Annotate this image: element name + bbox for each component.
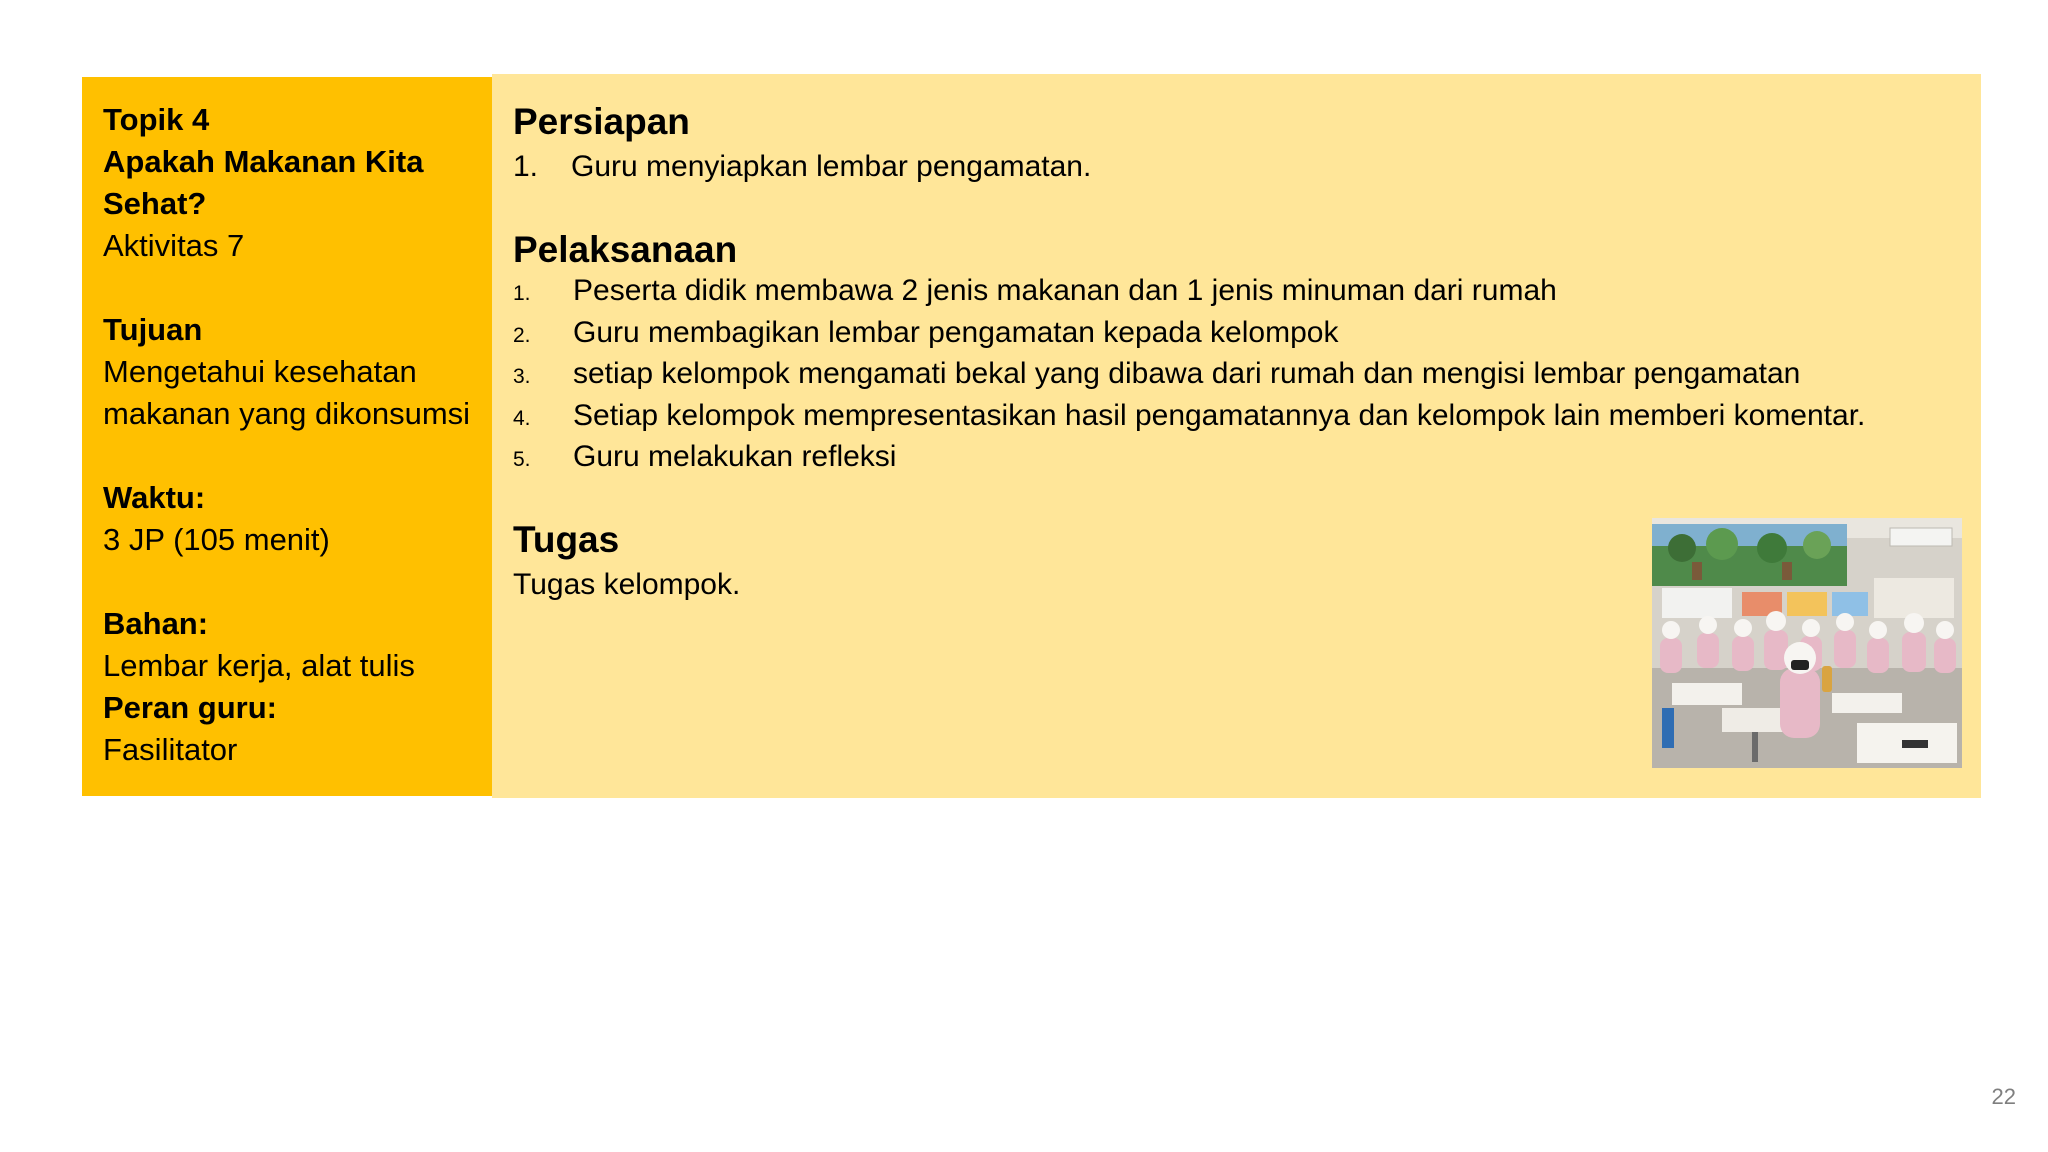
persiapan-item-text: Guru menyiapkan lembar pengamatan. (571, 150, 1092, 183)
topic-label: Topik 4 (103, 102, 210, 137)
waktu-value: 3 JP (105 menit) (103, 522, 330, 557)
list-item-text: Peserta didik membawa 2 jenis makanan dan 1 jenis minuman dari rumah (573, 274, 1557, 307)
topic-title-line-1: Apakah Makanan Kita (103, 144, 424, 179)
list-item-text: setiap kelompok mengamati bekal yang dibawa dari rumah dan mengisi lembar pengamatan (573, 357, 1801, 390)
list-item-number: 2. (513, 323, 531, 347)
list-item-number: 1. (513, 282, 531, 305)
activity-label: Aktivitas 7 (103, 228, 245, 263)
list-item (513, 440, 1961, 482)
persiapan-heading: Persiapan (513, 101, 690, 142)
tugas-heading: Tugas (513, 518, 620, 560)
list-item-text: Guru melakukan refleksi (573, 440, 897, 473)
activity-info-panel (82, 77, 492, 796)
tujuan-line-2: makanan yang dikonsumsi (103, 396, 471, 431)
pelaksanaan-list (513, 274, 1961, 482)
page-number: 22 (1991, 1084, 2016, 1109)
list-item-text: Guru membagikan lembar pengamatan kepada kelompok (573, 315, 1339, 349)
list-item (513, 316, 1961, 358)
persiapan-item (513, 146, 1961, 188)
tujuan-line-1: Mengetahui kesehatan (103, 354, 417, 389)
waktu-label: Waktu: (103, 480, 206, 515)
persiapan-item-number: 1. (513, 150, 539, 183)
list-item (513, 399, 1961, 441)
list-item (513, 357, 1961, 399)
peran-guru-label: Peran guru: (103, 690, 277, 725)
bahan-label: Bahan: (103, 606, 209, 641)
topic-title-line-2: Sehat? (103, 186, 207, 221)
tujuan-label: Tujuan (103, 312, 203, 347)
classroom-photo (1652, 518, 1962, 768)
tugas-text: Tugas kelompok. (513, 567, 741, 601)
list-item-number: 4. (513, 406, 531, 430)
peran-guru-value: Fasilitator (103, 732, 238, 767)
list-item (513, 274, 1961, 316)
bahan-value: Lembar kerja, alat tulis (103, 648, 415, 683)
list-item-number: 5. (513, 448, 531, 471)
pelaksanaan-heading: Pelaksanaan (513, 229, 738, 270)
list-item-number: 3. (513, 365, 531, 388)
list-item-text: Setiap kelompok mempresentasikan hasil pengamatannya dan kelompok lain memberi komentar. (573, 398, 1866, 432)
